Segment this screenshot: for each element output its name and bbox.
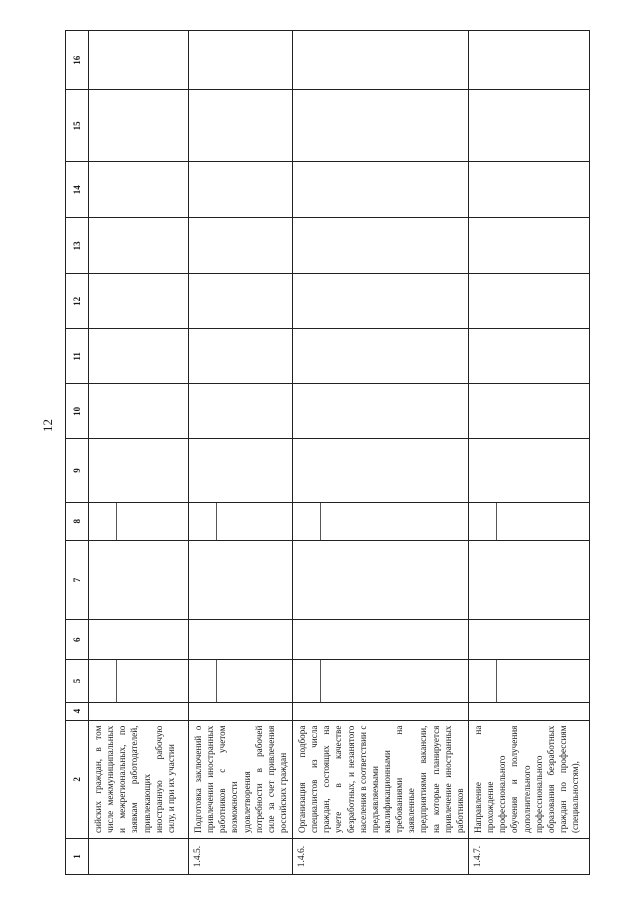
empty-cell [468,540,589,619]
row-number: 1.4.7. [468,839,589,875]
empty-cell [293,384,469,439]
col-header: 10 [66,384,89,439]
empty-cell [468,162,589,218]
row-number: 1.4.5. [189,839,293,875]
col-header: 1 [66,839,89,875]
empty-cell [293,329,469,384]
empty-cell [189,329,293,384]
empty-cell [468,31,589,90]
empty-cell [89,384,189,439]
col-header: 13 [66,218,89,274]
empty-cell [468,502,589,540]
empty-cell [293,540,469,619]
row-description: Организация подбора специалистов из числа граждан, состоящих на учете в качестве безработных, и незанятого населения в соответствии с предъявляемыми квалификационными требованиями на заявленные предприятиями вакансии, на которые планируется привлечение иностранных работников [293,720,469,838]
col-header: 2 [66,720,89,838]
col-header: 5 [66,660,89,702]
empty-cell [468,329,589,384]
table-row [468,31,589,875]
empty-cell [468,218,589,274]
col-header: 12 [66,274,89,329]
empty-cell [189,439,293,502]
empty-cell [468,702,589,720]
empty-cell [468,90,589,162]
empty-cell [293,660,469,702]
empty-cell [189,90,293,162]
empty-cell [189,502,293,540]
row-description: Подготовка заключений о привлечении иностранных работников с учетом возможности удовлетворения потребности в рабочей силе за счет привлечения российских граждан [189,720,293,838]
empty-cell [468,620,589,660]
empty-cell [89,218,189,274]
page-number: 12 [40,419,55,432]
table-row [189,31,293,875]
empty-cell [89,329,189,384]
row-description: сийских граждан, в том числе межмуниципальных и межрегиональных, по заявкам работодателей, привлекающих иностранную рабочую силу, и при их участии [89,720,189,838]
empty-cell [89,31,189,90]
col-header: 11 [66,329,89,384]
empty-cell [468,384,589,439]
empty-cell [189,384,293,439]
col-header: 6 [66,620,89,660]
col-header: 8 [66,502,89,540]
table-row [293,31,469,875]
empty-cell [89,540,189,619]
empty-cell [468,660,589,702]
empty-cell [89,90,189,162]
empty-cell [189,31,293,90]
col-header: 4 [66,702,89,720]
table-row [89,31,189,875]
empty-cell [189,620,293,660]
col-header: 14 [66,162,89,218]
empty-cell [189,162,293,218]
empty-cell [293,620,469,660]
rotated-table-container [65,30,590,875]
empty-cell [293,218,469,274]
col-header: 16 [66,31,89,90]
empty-cell [189,702,293,720]
empty-cell [189,540,293,619]
col-header: 15 [66,90,89,162]
empty-cell [89,502,189,540]
empty-cell [293,90,469,162]
empty-cell [89,274,189,329]
data-table [65,30,590,875]
empty-cell [293,439,469,502]
empty-cell [293,274,469,329]
empty-cell [189,660,293,702]
empty-cell [89,702,189,720]
empty-cell [468,274,589,329]
col-header: 9 [66,439,89,502]
empty-cell [293,31,469,90]
empty-cell [293,502,469,540]
empty-cell [293,162,469,218]
row-number: 1.4.6. [293,839,469,875]
empty-cell [89,439,189,502]
header-row [66,31,89,875]
empty-cell [89,620,189,660]
row-description: Направление на прохождение профессионального обучения и получения дополнительного профессионального образования безработных граждан по профессиям (специальностям), [468,720,589,838]
row-number [89,839,189,875]
empty-cell [89,660,189,702]
empty-cell [189,274,293,329]
empty-cell [293,702,469,720]
empty-cell [468,439,589,502]
empty-cell [189,218,293,274]
col-header: 7 [66,540,89,619]
empty-cell [89,162,189,218]
